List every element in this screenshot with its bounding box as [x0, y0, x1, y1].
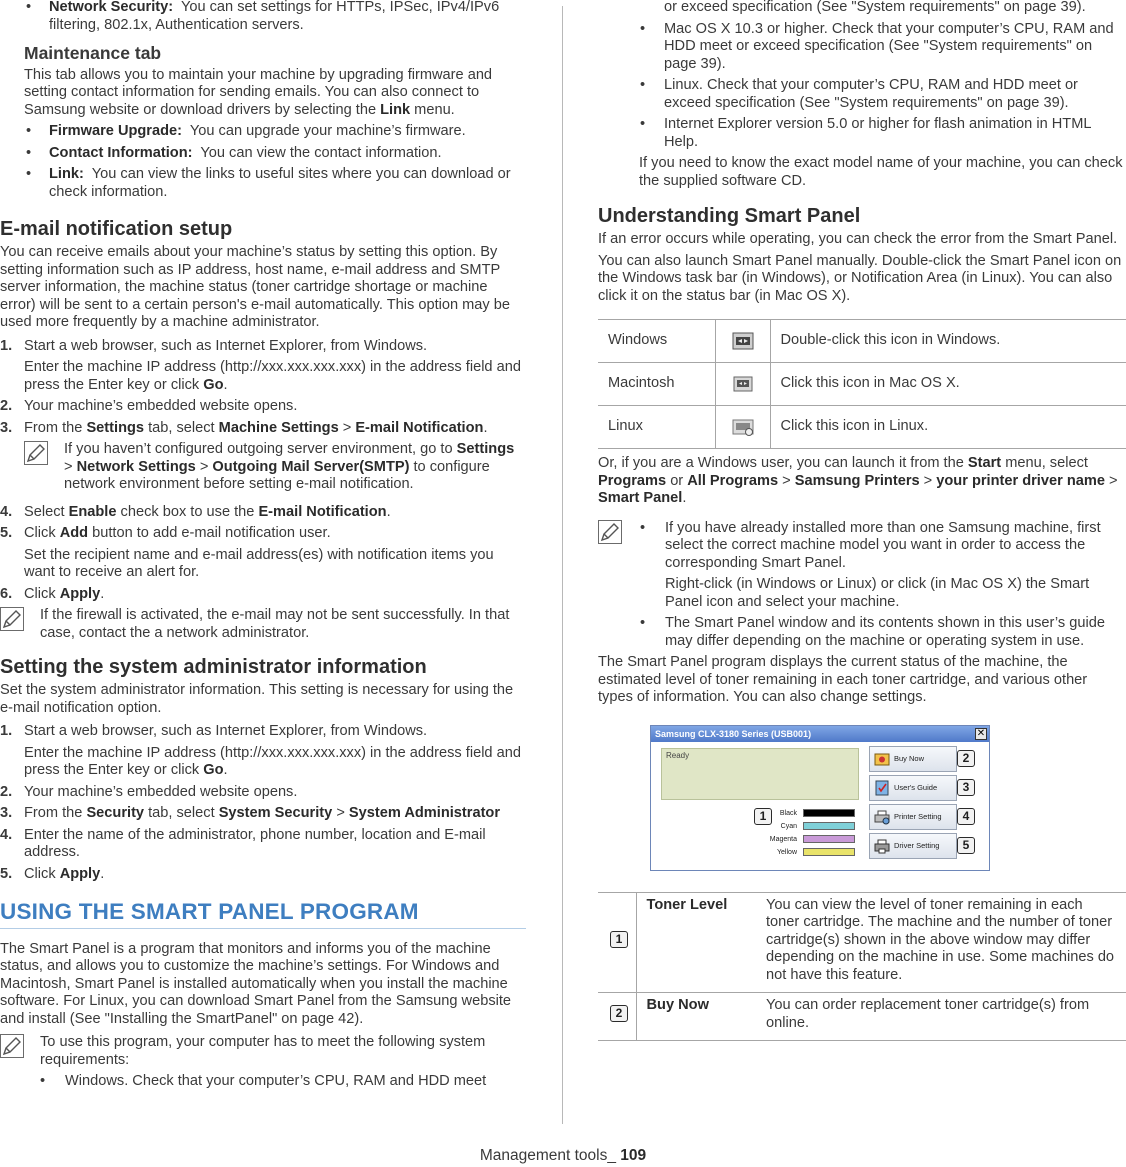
toner-name-magenta: Magenta — [769, 835, 797, 843]
right-column — [598, 0, 1126, 1041]
callout-5: 5 — [957, 837, 975, 854]
smart-panel-multi-machine-note: • If you have already installed more than one Samsung machine, first select the correct machine model you want in order to access the corresponding Smart Panel. Right-click (in Windows or Linux) or click (in Mac OS X) the Smart Panel icon and select your machine. • The Smart Panel window and its contents shown in this user’s guide may differ depending on the machine or operating system in use. — [598, 520, 1126, 651]
table-row: 1 Toner Level You can view the level of toner remaining in each toner cartridge. The machine and the number of toner cartridge(s) shown in the above window may differ depending on the machine in use. Some machines do not have this feature. — [598, 892, 1126, 993]
status-description: The Smart Panel program displays the current status of the machine, the estimated level of toner remaining in each toner cartridge, and various other types of information. You can also change settings. — [598, 654, 1088, 705]
smart-panel-intro: The Smart Panel is a program that monitors and informs you of the machine status, and allows you to customize the machine’s settings. For Windows and Macintosh, Smart Panel is installed automatically when you install the machine software. For Linux, you can download Smart Panel from the Samsung website and install (See "Installing the SmartPanel" on page 42). — [0, 940, 512, 1027]
email-step-2: 2. Your machine’s embedded website opens. — [0, 398, 298, 414]
driver-setting-icon — [873, 837, 891, 855]
maintenance-tab-heading: Maintenance tab — [24, 43, 162, 63]
admin-step-1: 1. Start a web browser, such as Internet Explorer, from Windows. — [0, 723, 428, 739]
toner-name-black: Black — [779, 809, 797, 817]
admin-info-intro: Set the system administrator information. This setting is necessary for using the e-mail notification option. — [0, 682, 514, 716]
understanding-p1: If an error occurs while operating, you can check the error from the Smart Panel. — [598, 231, 1118, 247]
bullet-contact-information: • Contact Information: You can view the contact information. — [26, 144, 442, 161]
email-step-3: 3. From the Settings tab, select Machine Settings > E-mail Notification. — [0, 419, 488, 436]
email-step-1: 1. Start a web browser, such as Internet Explorer, from Windows. — [0, 337, 428, 354]
printer-setting-button[interactable]: Printer Setting — [869, 804, 957, 830]
email-step-1-detail: Enter the machine IP address (http://xxx.xxx.xxx.xxx) in the address field and press the Enter key or click Go. — [24, 359, 521, 393]
toner-bar-magenta — [803, 835, 855, 843]
email-step-5-detail: Set the recipient name and e-mail address(es) with notification items you want to receive an alert for. — [24, 546, 494, 580]
note-bullet-window-differ: • The Smart Panel window and its contents shown in this user’s guide may differ depending on the machine or operating system in use. — [640, 615, 1105, 649]
note-pencil-icon — [598, 520, 622, 544]
toner-name-yellow: Yellow — [777, 848, 797, 856]
admin-info-heading: Setting the system administrator information — [0, 656, 427, 678]
understanding-p2: You can also launch Smart Panel manually. Double-click the Smart Panel icon on the Windows task bar (in Windows), or Notification Area (in Linux). You can also click it on the status bar (in Mac OS X). — [598, 252, 1122, 304]
req-linux: • Linux. Check that your computer’s CPU, RAM and HDD meet or exceed specification (See "System requirements" on page 39). — [640, 77, 1078, 111]
toner-level-fill — [804, 836, 854, 842]
toner-bar-black — [803, 809, 855, 817]
note-pencil-icon — [0, 1034, 24, 1058]
driver-setting-button[interactable]: Driver Setting — [869, 833, 957, 859]
table-row: Macintosh Click this icon in Mac OS X. — [598, 363, 1126, 406]
page-number: 109 — [620, 1147, 647, 1164]
req-ie: • Internet Explorer version 5.0 or higher for flash animation in HTML Help. — [640, 116, 1091, 150]
callout-2: 2 — [957, 750, 975, 767]
email-note-firewall: If the firewall is activated, the e-mail may not be sent successfully. In that case, contact the a network administrator. — [0, 607, 526, 642]
admin-step-3: 3. From the Security tab, select System Security > System Administrator — [0, 805, 501, 821]
buy-now-button[interactable]: Buy Now — [869, 746, 957, 772]
page-footer: Management tools_ 109 — [479, 1147, 647, 1164]
email-step-4: 4. Select Enable check box to use the E-mail Notification. — [0, 503, 391, 520]
bullet-network-security: • Network Security: You can set settings for HTTPs, IPSec, IPv4/IPv6 filtering, 802.1x, Authentication servers. — [26, 0, 500, 33]
admin-step-5: 5. Click Apply. — [0, 865, 105, 882]
toner-bar-cyan — [803, 822, 855, 830]
callout-2: 2 — [610, 1005, 628, 1022]
smart-panel-mac-icon — [730, 371, 756, 397]
smart-panel-description-table — [598, 892, 1126, 1042]
table-row: Linux Click this icon in Linux. — [598, 406, 1126, 449]
smart-panel-requirements-note: To use this program, your computer has to meet the following system requirements: • Windows. Check that your computer’s CPU, RAM and HDD meet — [0, 1034, 526, 1091]
users-guide-icon — [873, 779, 891, 797]
callout-4: 4 — [957, 808, 975, 825]
status-display: Ready — [661, 748, 859, 800]
req-mac: • Mac OS X 10.3 or higher. Check that your computer’s CPU, RAM and HDD meet or exceed specification (See "System requirements" on page 39). — [640, 20, 1114, 72]
admin-step-1-detail: Enter the machine IP address (http://xxx.xxx.xxx.xxx) in the address field and press the Enter key or click Go. — [24, 744, 521, 778]
note-pencil-icon — [0, 607, 24, 631]
smart-panel-section-heading: USING THE SMART PANEL PROGRAM — [0, 903, 526, 929]
email-notification-heading: E-mail notification setup — [0, 218, 233, 240]
note-pencil-icon — [24, 441, 48, 465]
smart-panel-icon-table — [598, 319, 1126, 449]
toner-name-cyan: Cyan — [780, 822, 797, 830]
smart-panel-linux-icon — [730, 414, 756, 440]
column-divider — [562, 6, 563, 1124]
toner-bar-yellow — [803, 848, 855, 856]
req-windows: • Windows. Check that your computer’s CPU, RAM and HDD meet — [40, 1073, 487, 1089]
admin-step-2: 2. Your machine’s embedded website opens. — [0, 783, 298, 800]
req-windows-cont: or exceed specification (See "System requirements" on page 39). — [664, 0, 1086, 15]
email-step-5: 5. Click Add button to add e-mail notification user. — [0, 525, 331, 541]
table-row: Windows Double-click this icon in Windows. — [598, 320, 1126, 363]
admin-step-4: 4. Enter the name of the administrator, phone number, location and E-mail address. — [0, 826, 486, 860]
table-row: 2 Buy Now You can order replacement toner cartridge(s) from online. — [598, 993, 1126, 1041]
email-notification-intro: You can receive emails about your machine’s status by setting this option. By setting information such as IP address, host name, e-mail address and SMTP server information, the machine status (toner cartridge shortage or machine error) will be sent to a certain person's e-mail automatically. This option may be used more frequently by a machine administrator. — [0, 244, 511, 330]
users-guide-button[interactable]: User's Guide — [869, 775, 957, 801]
maintenance-tab-desc: This tab allows you to maintain your machine by upgrading firmware and setting contact information for sending emails. You can also connect to Samsung website or download drivers by selecting the Link menu. — [24, 66, 493, 118]
callout-3: 3 — [957, 779, 975, 796]
close-icon[interactable]: ✕ — [976, 727, 986, 739]
left-column — [0, 0, 526, 1101]
smart-panel-screenshot — [650, 725, 990, 871]
start-menu-instructions: Or, if you are a Windows user, you can launch it from the Start menu, select Programs or All Programs > Samsung Printers > your printer driver name > Smart Panel. — [598, 455, 1118, 506]
toner-level-fill — [804, 849, 854, 855]
buy-now-icon — [873, 750, 891, 768]
bullet-firmware-upgrade: • Firmware Upgrade: You can upgrade your machine’s firmware. — [26, 123, 466, 139]
printer-setting-icon — [873, 808, 891, 826]
email-note-smtp: If you haven’t configured outgoing server environment, go to Settings > Network Settings > Outgoing Mail Server(SMTP) to configure network environment before setting e-mail notification. — [0, 441, 526, 494]
note-bullet-multi-machine: • If you have already installed more than one Samsung machine, first select the correct machine model you want in order to access the corresponding Smart Panel. — [640, 519, 1101, 571]
toner-level-fill — [804, 810, 854, 816]
window-title: Samsung CLX-3180 Series (USB001) — [651, 726, 989, 742]
callout-1: 1 — [754, 808, 772, 825]
model-name-note: If you need to know the exact model name of your machine, you can check the supplied software CD. — [639, 155, 1123, 189]
email-step-6: 6. Click Apply. — [0, 585, 105, 602]
understanding-heading: Understanding Smart Panel — [598, 205, 861, 227]
callout-1: 1 — [610, 931, 628, 948]
smart-panel-windows-icon — [730, 328, 756, 354]
toner-level-fill — [804, 823, 854, 829]
bullet-link: • Link: You can view the links to useful sites where you can download or check information. — [26, 166, 511, 200]
